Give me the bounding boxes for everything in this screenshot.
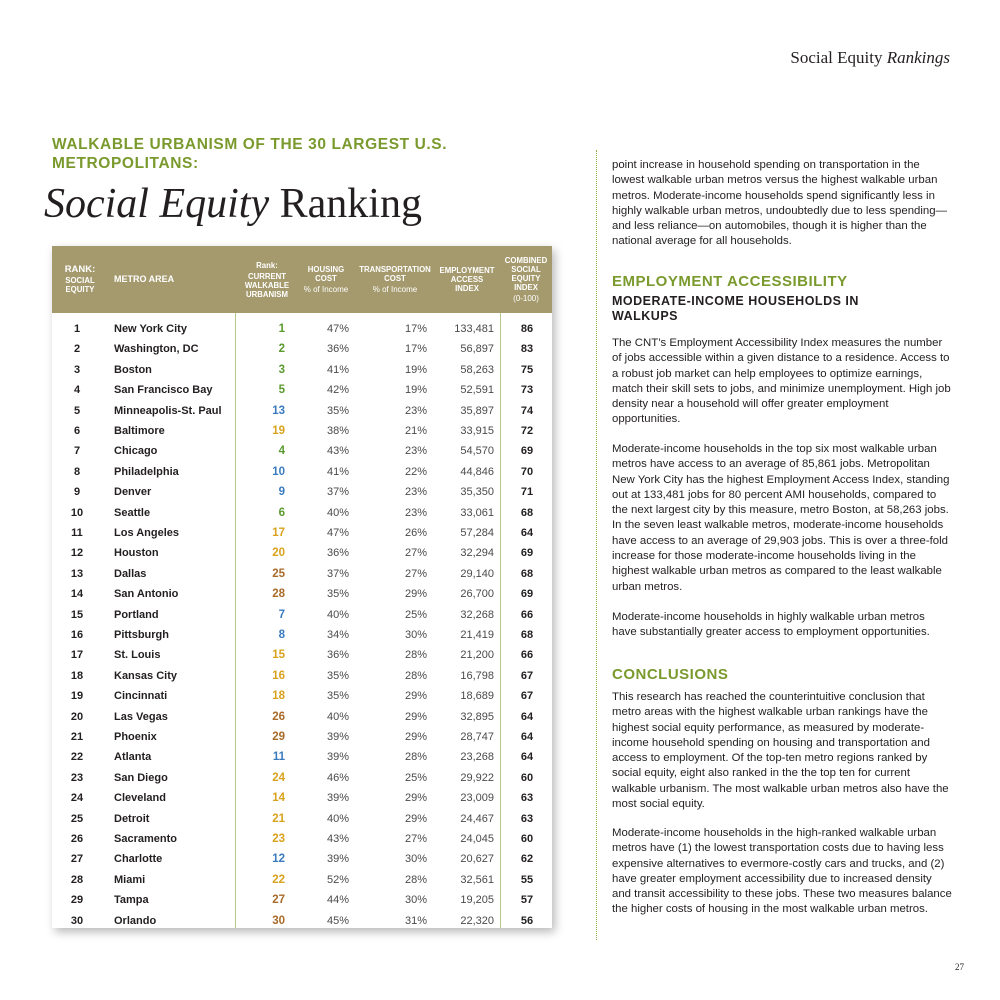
page-title-italic: Social Equity	[44, 181, 270, 227]
row-metro: Kansas City	[114, 669, 177, 682]
row-housing-cost: 35%	[326, 690, 349, 703]
row-metro: St. Louis	[114, 649, 161, 662]
row-walk-rank: 5	[278, 384, 285, 397]
table-row	[52, 462, 552, 482]
row-walk-rank: 14	[272, 792, 285, 805]
row-combined-index: 64	[520, 731, 534, 743]
header-housing-sub: % of Income	[303, 285, 349, 294]
row-metro: New York City	[114, 323, 187, 335]
row-employment-index: 24,045	[460, 833, 494, 845]
table-row	[52, 360, 552, 380]
row-combined-index: 74	[520, 404, 534, 417]
row-combined-index: 72	[520, 425, 534, 437]
row-transportation-cost: 28%	[404, 873, 427, 886]
row-metro: Las Vegas	[114, 710, 168, 723]
table-row	[52, 543, 552, 563]
row-employment-index: 29,140	[460, 567, 494, 580]
row-metro: Washington, DC	[114, 343, 199, 356]
row-metro: Atlanta	[114, 751, 152, 764]
row-metro: San Diego	[114, 771, 168, 784]
row-transportation-cost: 23%	[404, 445, 427, 458]
row-employment-index: 21,419	[460, 629, 494, 641]
table-row	[52, 829, 552, 849]
row-employment-index: 35,897	[460, 404, 494, 417]
row-metro: Cleveland	[114, 792, 166, 805]
table-row	[52, 380, 552, 400]
row-metro: Pittsburgh	[114, 629, 169, 641]
row-combined-index: 56	[520, 914, 534, 927]
row-walk-rank: 18	[272, 690, 285, 703]
row-housing-cost: 42%	[326, 384, 349, 397]
header-comb-main: COMBINED SOCIAL EQUITY INDEX	[504, 256, 548, 292]
table-row	[52, 870, 552, 890]
row-transportation-cost: 23%	[404, 506, 427, 519]
row-housing-cost: 46%	[326, 771, 349, 784]
pre-title: WALKABLE URBANISM OF THE 30 LARGEST U.S. METROPOLITANS:	[52, 136, 448, 172]
row-combined-index: 69	[520, 547, 534, 560]
row-housing-cost: 39%	[326, 731, 349, 743]
row-employment-index: 16,798	[460, 669, 494, 682]
table-row	[52, 911, 552, 931]
row-employment-index: 35,350	[460, 486, 494, 499]
header-walk	[238, 246, 296, 313]
row-employment-index: 26,700	[460, 588, 494, 601]
row-employment-index: 32,268	[460, 608, 494, 621]
table-row	[52, 564, 552, 584]
row-walk-rank: 10	[272, 465, 285, 478]
row-rank: 9	[73, 486, 81, 499]
row-metro: Denver	[114, 486, 152, 499]
row-transportation-cost: 31%	[404, 914, 427, 927]
row-housing-cost: 39%	[326, 853, 349, 866]
row-rank: 1	[73, 323, 81, 335]
row-walk-rank: 2	[278, 343, 285, 356]
row-employment-index: 57,284	[460, 527, 494, 539]
row-rank: 30	[70, 914, 84, 927]
row-rank: 17	[70, 649, 84, 662]
column-rule	[596, 150, 598, 940]
row-employment-index: 28,747	[460, 731, 494, 743]
header-employment: EMPLOYMENT ACCESS INDEX	[439, 266, 495, 293]
table-row	[52, 686, 552, 706]
row-walk-rank: 6	[278, 506, 285, 519]
row-walk-rank: 22	[272, 873, 285, 886]
row-housing-cost: 35%	[326, 669, 349, 682]
row-walk-rank: 26	[272, 710, 285, 723]
row-transportation-cost: 28%	[404, 751, 427, 764]
page-number: 27	[955, 962, 964, 972]
employment-paragraph-2: Moderate-income households in the top six most walkable urban metros have access to an average of 85,861 jobs. Metropolitan New York City has the highest Employment Access Index, standing out at 133,481 jobs for 80 percent AMI households, compared to the next largest city by this measure, metro Boston, at 58,263 jobs. In the seven least walkable metros, moderate-income households have access to an average of 29,903 jobs. This is over a three-fold increase for those moderate-income households living in the highest walkable urban metros as compared to the least walkable urban metros.	[612, 443, 950, 593]
row-employment-index: 52,591	[460, 384, 494, 397]
row-transportation-cost: 25%	[404, 608, 427, 621]
row-transportation-cost: 17%	[404, 323, 427, 335]
row-transportation-cost: 23%	[404, 404, 427, 417]
row-rank: 4	[73, 384, 81, 397]
table-row	[52, 523, 552, 543]
row-rank: 18	[70, 669, 84, 682]
row-employment-index: 29,922	[460, 771, 494, 784]
row-transportation-cost: 29%	[404, 690, 427, 703]
row-transportation-cost: 30%	[404, 894, 427, 907]
row-rank: 25	[70, 812, 84, 825]
table-row	[52, 605, 552, 625]
header-metro: METRO AREA	[114, 274, 175, 284]
employment-paragraph-3: Moderate-income households in highly walkable urban metros have substantially greater access to employment opportunities.	[612, 611, 930, 639]
row-housing-cost: 34%	[326, 629, 349, 641]
row-combined-index: 73	[520, 384, 534, 397]
row-combined-index: 68	[520, 567, 534, 580]
row-employment-index: 23,009	[460, 792, 494, 805]
row-housing-cost: 36%	[326, 649, 349, 662]
row-rank: 15	[70, 608, 84, 621]
row-transportation-cost: 29%	[404, 710, 427, 723]
row-housing-cost: 45%	[326, 914, 349, 927]
conclusions-paragraph-1: This research has reached the counterintuitive conclusion that metro areas with the highest walkable urban rankings have the highest social equity performance, as measured by moderate-income household spending on housing and transportation and access to employment. Of the top-ten metro regions ranked by social equity, eight also ranked in the the top ten for current walkable urbanism. The most walkable urban metros also have the most social equity.	[612, 691, 949, 811]
row-rank: 22	[70, 751, 84, 764]
row-walk-rank: 27	[272, 894, 285, 907]
row-combined-index: 64	[520, 751, 534, 764]
table-row	[52, 441, 552, 461]
row-combined-index: 67	[520, 669, 534, 682]
conclusions-paragraph-2: Moderate-income households in the high-ranked walkable urban metros have (1) the lowest transportation costs due to having less expensive alternatives to evermore-costly cars and trucks, and (2) have greater employment accessibility due to increased density and transit accessibility to these jobs. These two measures balance the higher costs of housing in the most walkable urban metros.	[612, 827, 952, 916]
row-walk-rank: 15	[272, 649, 285, 662]
table-row	[52, 666, 552, 686]
row-housing-cost: 35%	[326, 588, 349, 601]
row-housing-cost: 35%	[326, 404, 349, 417]
row-rank: 16	[70, 629, 84, 641]
header-walk-main: Rank:	[256, 260, 278, 270]
row-employment-index: 56,897	[460, 343, 494, 356]
table-row	[52, 401, 552, 421]
row-rank: 7	[73, 445, 81, 458]
table-row	[52, 421, 552, 441]
employment-heading: EMPLOYMENT ACCESSIBILITY	[612, 273, 848, 290]
row-transportation-cost: 19%	[404, 363, 427, 376]
table-header	[52, 246, 552, 313]
row-metro: Portland	[114, 608, 159, 621]
row-housing-cost: 37%	[326, 567, 349, 580]
row-walk-rank: 20	[272, 547, 285, 560]
row-employment-index: 24,467	[460, 812, 494, 825]
row-employment-index: 33,915	[460, 425, 494, 437]
row-walk-rank: 1	[278, 323, 285, 335]
row-transportation-cost: 27%	[404, 567, 427, 580]
row-employment-index: 32,561	[460, 873, 494, 886]
row-walk-rank: 11	[272, 751, 285, 764]
row-housing-cost: 41%	[326, 363, 349, 376]
row-walk-rank: 9	[278, 486, 285, 499]
row-employment-index: 32,895	[460, 710, 494, 723]
table-row	[52, 584, 552, 604]
row-metro: Orlando	[114, 914, 157, 927]
row-rank: 6	[73, 425, 81, 437]
row-combined-index: 67	[520, 690, 534, 703]
row-combined-index: 62	[520, 853, 534, 866]
row-walk-rank: 28	[272, 588, 285, 601]
row-housing-cost: 38%	[326, 425, 349, 437]
row-metro: Charlotte	[114, 853, 163, 866]
row-employment-index: 20,627	[460, 853, 494, 866]
row-walk-rank: 24	[272, 771, 285, 784]
row-metro: Tampa	[114, 894, 149, 907]
row-combined-index: 86	[520, 323, 534, 335]
header-combined	[500, 246, 552, 313]
row-walk-rank: 3	[278, 363, 285, 376]
row-walk-rank: 23	[272, 833, 285, 845]
table-row	[52, 319, 552, 339]
table-row	[52, 747, 552, 767]
row-combined-index: 60	[520, 771, 534, 784]
row-walk-rank: 16	[272, 669, 285, 682]
row-transportation-cost: 22%	[404, 465, 427, 478]
row-housing-cost: 44%	[326, 894, 349, 907]
row-housing-cost: 36%	[326, 343, 349, 356]
header-rank-main: RANK:	[64, 264, 96, 275]
row-housing-cost: 37%	[326, 486, 349, 499]
row-transportation-cost: 29%	[404, 812, 427, 825]
row-rank: 24	[70, 792, 84, 805]
row-combined-index: 64	[520, 710, 534, 723]
running-header-italic: Rankings	[886, 48, 950, 67]
row-combined-index: 83	[520, 343, 534, 356]
row-metro: Houston	[114, 547, 159, 560]
row-transportation-cost: 30%	[404, 629, 427, 641]
row-employment-index: 18,689	[460, 690, 494, 703]
table-row	[52, 625, 552, 645]
table-row	[52, 339, 552, 359]
row-housing-cost: 36%	[326, 547, 349, 560]
row-rank: 19	[70, 690, 84, 703]
row-walk-rank: 19	[272, 425, 285, 437]
row-combined-index: 68	[520, 506, 534, 519]
row-transportation-cost: 21%	[404, 425, 427, 437]
row-walk-rank: 13	[272, 404, 285, 417]
row-employment-index: 22,320	[460, 914, 494, 927]
row-rank: 26	[70, 833, 84, 845]
row-walk-rank: 4	[278, 445, 285, 458]
row-rank: 29	[70, 894, 84, 907]
row-transportation-cost: 27%	[404, 833, 427, 845]
employment-subheading: MODERATE-INCOME HOUSEHOLDS IN WALKUPS	[612, 294, 859, 323]
row-employment-index: 44,846	[460, 465, 494, 478]
row-employment-index: 21,200	[460, 649, 494, 662]
table-row	[52, 788, 552, 808]
row-housing-cost: 40%	[326, 710, 349, 723]
row-metro: Los Angeles	[114, 527, 179, 539]
row-walk-rank: 7	[278, 608, 285, 621]
row-transportation-cost: 25%	[404, 771, 427, 784]
page-title-plain: Ranking	[279, 181, 422, 227]
row-metro: Baltimore	[114, 425, 165, 437]
table-row	[52, 768, 552, 788]
row-rank: 14	[70, 588, 84, 601]
running-header	[790, 48, 950, 68]
header-transportation	[356, 246, 434, 313]
row-employment-index: 23,268	[460, 751, 494, 764]
row-metro: Cincinnati	[114, 690, 168, 703]
table-row	[52, 849, 552, 869]
row-housing-cost: 40%	[326, 608, 349, 621]
row-walk-rank: 30	[272, 914, 285, 927]
table-row	[52, 707, 552, 727]
row-transportation-cost: 23%	[404, 486, 427, 499]
row-metro: Seattle	[114, 506, 151, 519]
row-walk-rank: 17	[272, 527, 285, 539]
row-transportation-cost: 29%	[404, 792, 427, 805]
running-header-plain: Social Equity	[790, 48, 883, 67]
row-employment-index: 54,570	[460, 445, 494, 458]
table-row	[52, 727, 552, 747]
table-row	[52, 482, 552, 502]
row-employment-index: 133,481	[454, 323, 494, 335]
row-combined-index: 75	[520, 363, 534, 376]
row-rank: 28	[70, 873, 84, 886]
row-combined-index: 63	[520, 812, 534, 825]
row-employment-index: 58,263	[460, 363, 494, 376]
row-walk-rank: 25	[272, 567, 285, 580]
row-walk-rank: 12	[272, 853, 285, 866]
conclusions-heading: CONCLUSIONS	[612, 666, 729, 683]
row-rank: 12	[70, 547, 84, 560]
row-employment-index: 32,294	[460, 547, 494, 560]
header-housing-main: HOUSING COST	[307, 265, 345, 283]
row-transportation-cost: 17%	[404, 343, 427, 356]
row-combined-index: 57	[520, 894, 534, 907]
row-metro: Chicago	[114, 445, 158, 458]
row-metro: Boston	[114, 363, 152, 376]
header-trans-sub: % of Income	[372, 285, 418, 294]
row-metro: Detroit	[114, 812, 150, 825]
row-walk-rank: 21	[272, 812, 285, 825]
row-transportation-cost: 29%	[404, 731, 427, 743]
row-combined-index: 66	[520, 649, 534, 662]
header-rank-sub: SOCIAL EQUITY	[65, 276, 95, 294]
row-rank: 20	[70, 710, 84, 723]
row-housing-cost: 47%	[326, 323, 349, 335]
row-rank: 8	[73, 465, 81, 478]
row-combined-index: 70	[520, 465, 534, 478]
row-housing-cost: 43%	[326, 445, 349, 458]
row-rank: 21	[70, 731, 84, 743]
row-housing-cost: 41%	[326, 465, 349, 478]
row-metro: Dallas	[114, 567, 147, 580]
row-housing-cost: 52%	[326, 873, 349, 886]
row-metro: Philadelphia	[114, 465, 179, 478]
ranking-table	[52, 246, 552, 928]
row-metro: Miami	[114, 873, 146, 886]
employment-paragraph-1: The CNT’s Employment Accessibility Index measures the number of jobs accessible within a given distance to a residence. Access to a robust job market can help employees to optimize earnings, match their skill sets to jobs, and minimize unemployment. High job density near a household will offer greater employment opportunities.	[612, 337, 951, 426]
row-housing-cost: 40%	[326, 812, 349, 825]
row-combined-index: 64	[520, 527, 534, 539]
row-rank: 3	[73, 363, 81, 376]
row-combined-index: 66	[520, 608, 534, 621]
table-row	[52, 809, 552, 829]
header-comb-sub: (0-100)	[513, 294, 539, 303]
row-rank: 27	[70, 853, 84, 866]
table-row	[52, 503, 552, 523]
header-trans-main: TRANSPORTATION COST	[359, 265, 431, 283]
row-combined-index: 71	[520, 486, 534, 499]
row-metro: Phoenix	[114, 731, 157, 743]
page-title	[44, 180, 422, 228]
row-walk-rank: 8	[278, 629, 285, 641]
header-rank	[52, 246, 108, 313]
table-row	[52, 645, 552, 665]
row-metro: San Francisco Bay	[114, 384, 213, 397]
row-rank: 13	[70, 567, 84, 580]
row-rank: 11	[71, 527, 83, 539]
row-transportation-cost: 28%	[404, 649, 427, 662]
row-housing-cost: 40%	[326, 506, 349, 519]
row-combined-index: 63	[520, 792, 534, 805]
header-housing	[296, 246, 356, 313]
row-transportation-cost: 26%	[404, 527, 427, 539]
row-metro: San Antonio	[114, 588, 179, 601]
row-employment-index: 33,061	[460, 506, 494, 519]
row-rank: 2	[73, 343, 81, 356]
header-walk-sub: CURRENT WALKABLE URBANISM	[244, 271, 290, 299]
row-rank: 5	[73, 404, 81, 417]
row-housing-cost: 47%	[326, 527, 349, 539]
table-row	[52, 890, 552, 910]
row-metro: Sacramento	[114, 833, 177, 845]
row-combined-index: 60	[520, 833, 534, 845]
row-combined-index: 69	[520, 588, 534, 601]
row-combined-index: 68	[520, 629, 534, 641]
row-rank: 23	[70, 771, 84, 784]
intro-paragraph: point increase in household spending on transportation in the lowest walkable urban metros versus the highest walkable urban metros. Moderate-income households spend significantly less in highly walkable urban metros, undoubtedly due to less spending—and less reliance—on automobiles, though it is higher than the national average for all households.	[612, 159, 947, 248]
row-transportation-cost: 19%	[404, 384, 427, 397]
row-housing-cost: 39%	[326, 792, 349, 805]
row-combined-index: 55	[520, 873, 534, 886]
row-metro: Minneapolis-St. Paul	[114, 404, 222, 417]
row-rank: 10	[70, 506, 84, 519]
row-transportation-cost: 28%	[404, 669, 427, 682]
row-housing-cost: 39%	[326, 751, 349, 764]
row-transportation-cost: 29%	[404, 588, 427, 601]
row-walk-rank: 29	[272, 731, 285, 743]
row-combined-index: 69	[520, 445, 534, 458]
row-housing-cost: 43%	[326, 833, 349, 845]
row-transportation-cost: 27%	[404, 547, 427, 560]
row-employment-index: 19,205	[460, 894, 494, 907]
row-transportation-cost: 30%	[404, 853, 427, 866]
